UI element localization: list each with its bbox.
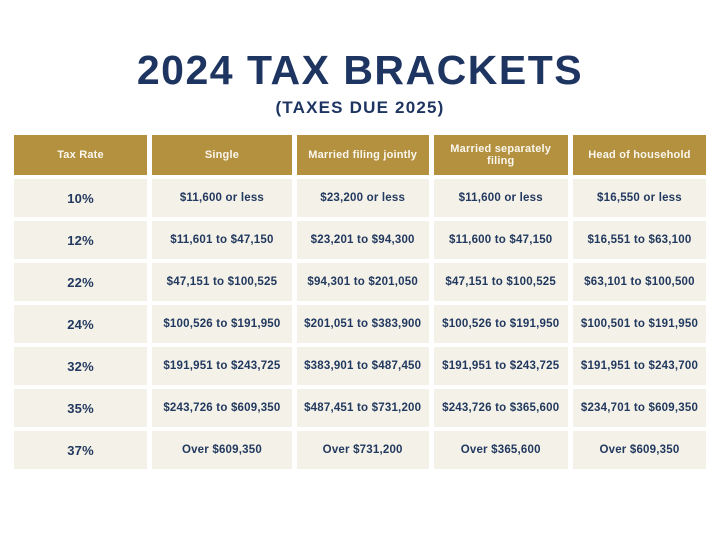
married-jointly-cell: $383,901 to $487,450 xyxy=(297,347,429,385)
tax-rate-cell: 32% xyxy=(14,347,147,385)
column-header-head-of-household: Head of household xyxy=(573,135,706,175)
single-cell: $11,601 to $47,150 xyxy=(152,221,292,259)
page-title: 2024 TAX BRACKETS xyxy=(136,47,584,93)
married-separately-cell: $100,526 to $191,950 xyxy=(434,305,568,343)
tax-rate-cell: 12% xyxy=(14,221,147,259)
single-cell: $191,951 to $243,725 xyxy=(152,347,292,385)
single-cell: $11,600 or less xyxy=(152,179,292,217)
married-separately-cell: $11,600 or less xyxy=(434,179,568,217)
table-row xyxy=(14,347,706,385)
single-cell: $243,726 to $609,350 xyxy=(152,389,292,427)
single-cell: $47,151 to $100,525 xyxy=(152,263,292,301)
tax-rate-cell: 37% xyxy=(14,431,147,469)
table-row xyxy=(14,431,706,469)
married-separately-cell: $243,726 to $365,600 xyxy=(434,389,568,427)
tax-rate-cell: 24% xyxy=(14,305,147,343)
column-header-married-jointly: Married filing jointly xyxy=(297,135,429,175)
single-cell: Over $609,350 xyxy=(152,431,292,469)
table-header-row xyxy=(14,135,706,175)
married-jointly-cell: $487,451 to $731,200 xyxy=(297,389,429,427)
column-header-single: Single xyxy=(152,135,292,175)
married-jointly-cell: Over $731,200 xyxy=(297,431,429,469)
tax-brackets-table xyxy=(9,131,711,473)
table-row xyxy=(14,305,706,343)
tax-rate-cell: 35% xyxy=(14,389,147,427)
tax-rate-cell: 10% xyxy=(14,179,147,217)
head-of-household-cell: $16,550 or less xyxy=(573,179,706,217)
married-separately-cell: $191,951 to $243,725 xyxy=(434,347,568,385)
married-separately-cell: $11,600 to $47,150 xyxy=(434,221,568,259)
married-jointly-cell: $23,200 or less xyxy=(297,179,429,217)
head-of-household-cell: $63,101 to $100,500 xyxy=(573,263,706,301)
single-cell: $100,526 to $191,950 xyxy=(152,305,292,343)
column-header-married-separately: Married separately filing xyxy=(434,135,568,175)
married-jointly-cell: $201,051 to $383,900 xyxy=(297,305,429,343)
tax-rate-cell: 22% xyxy=(14,263,147,301)
page-subtitle: (TAXES DUE 2025) xyxy=(275,98,445,117)
table-row xyxy=(14,263,706,301)
column-header-tax-rate: Tax Rate xyxy=(14,135,147,175)
head-of-household-cell: $100,501 to $191,950 xyxy=(573,305,706,343)
head-of-household-cell: Over $609,350 xyxy=(573,431,706,469)
head-of-household-cell: $234,701 to $609,350 xyxy=(573,389,706,427)
married-separately-cell: $47,151 to $100,525 xyxy=(434,263,568,301)
married-separately-cell: Over $365,600 xyxy=(434,431,568,469)
head-of-household-cell: $191,951 to $243,700 xyxy=(573,347,706,385)
table-row xyxy=(14,179,706,217)
table-row xyxy=(14,389,706,427)
head-of-household-cell: $16,551 to $63,100 xyxy=(573,221,706,259)
married-jointly-cell: $23,201 to $94,300 xyxy=(297,221,429,259)
table-row xyxy=(14,221,706,259)
married-jointly-cell: $94,301 to $201,050 xyxy=(297,263,429,301)
